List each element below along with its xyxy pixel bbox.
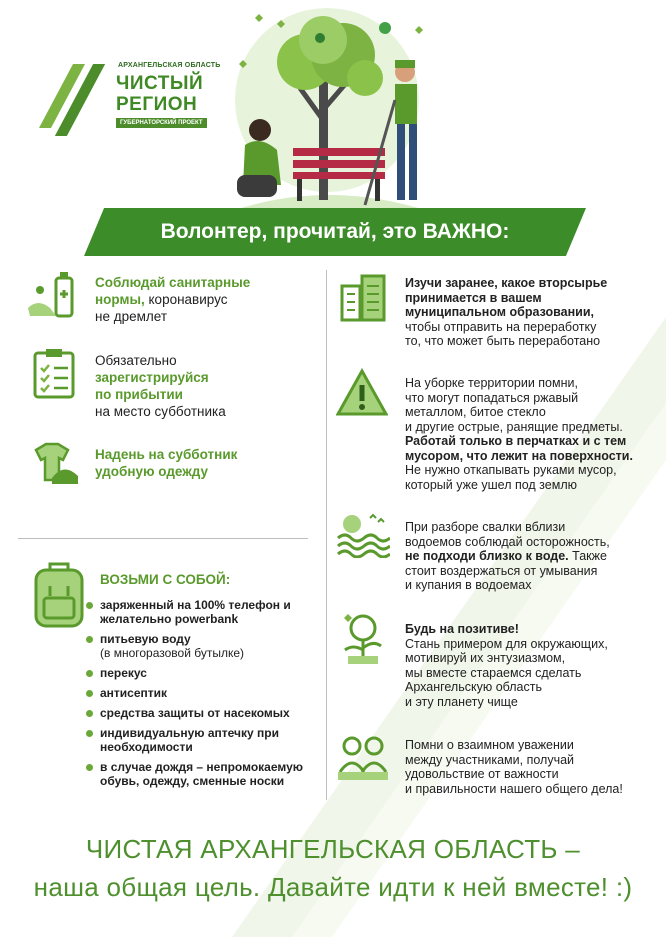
- water-text: стоит воздержаться от умывания: [405, 563, 598, 578]
- danger-bold: Работай только в перчатках и с тем: [405, 434, 627, 448]
- take-item-text: перекус: [100, 666, 147, 680]
- people-icon: [336, 732, 390, 782]
- recycle-text: чтобы отправить на переработку: [405, 319, 597, 334]
- recycle-bold: Изучи заранее, какое вторсырье: [405, 276, 608, 290]
- take-item: [86, 706, 336, 720]
- clothes-highlight: удобную одежду: [95, 464, 209, 479]
- clothes-icon: [28, 442, 84, 494]
- backpack-icon: [30, 558, 88, 632]
- take-item-text: средства защиты от насекомых: [100, 706, 290, 720]
- register-highlight: по прибытии: [95, 387, 183, 402]
- water-tip: [405, 520, 660, 593]
- danger-text: и другие острые, ранящие предметы.: [405, 419, 623, 434]
- respect-text: между участниками, получай: [405, 752, 575, 767]
- danger-text: металлом, битое стекло: [405, 405, 546, 419]
- plant-icon: [338, 612, 388, 666]
- warning-icon: [336, 368, 388, 418]
- sanitizer-icon: [26, 268, 80, 322]
- take-item-text: антисептик: [100, 686, 168, 700]
- respect-text: удовольствие от важности: [405, 767, 559, 781]
- water-text: Также: [568, 549, 607, 563]
- danger-text: На уборке территории помни,: [405, 376, 578, 390]
- important-banner: [84, 208, 586, 256]
- footer-line1: ЧИСТАЯ АРХАНГЕЛЬСКАЯ ОБЛАСТЬ –: [85, 834, 581, 864]
- clipboard-icon: [32, 348, 78, 400]
- positive-text: Стань примером для окружающих,: [405, 636, 608, 651]
- respect-tip: [405, 738, 660, 796]
- recycle-tip: [405, 276, 655, 349]
- register-text: на место субботника: [95, 404, 226, 419]
- danger-text: который уже ушел под землю: [405, 477, 577, 492]
- respect-text: Помни о взаимном уважении: [405, 738, 574, 752]
- clothes-highlight: Надень на субботник: [95, 447, 238, 462]
- positive-tip: [405, 622, 660, 709]
- banner-prefix: Волонтер, прочитай, это: [160, 220, 423, 243]
- water-text: При разборе свалки вблизи: [405, 520, 566, 534]
- positive-text: Архангельскую область: [405, 680, 542, 694]
- take-item-text: питьевую воду: [100, 632, 191, 646]
- hygiene-tip: [95, 274, 295, 325]
- recycle-bold: принимается в вашем: [405, 290, 542, 305]
- danger-tip: [405, 376, 660, 492]
- water-text: водоемов соблюдай осторожность,: [405, 534, 610, 549]
- take-title: ВОЗЬМИ С СОБОЙ:: [100, 572, 231, 587]
- take-item: [86, 666, 336, 680]
- take-item: [86, 726, 336, 754]
- take-item-text: индивидуальную аптечку при необходимости: [100, 726, 279, 754]
- danger-text: что могут попадаться ржавый: [405, 390, 579, 405]
- volunteers-illustration: [215, 0, 455, 215]
- danger-bold: мусором, что лежит на поверхности.: [405, 448, 633, 463]
- hygiene-highlight: Соблюдай санитарные нормы,: [95, 275, 251, 307]
- water-icon: [336, 510, 390, 558]
- recycle-text: то, что может быть переработано: [405, 334, 601, 348]
- positive-text: и эту планету чище: [405, 694, 518, 709]
- take-list: [86, 598, 336, 794]
- take-item-note: (в многоразовой бутылке): [100, 646, 245, 660]
- water-bold: не подходи близко к воде.: [405, 549, 569, 563]
- take-item: [86, 686, 336, 700]
- section-divider: [18, 538, 308, 539]
- take-item-text: заряженный на 100% телефон и желательно powerbank: [100, 598, 291, 626]
- positive-text: мы вместе стараемся сделать: [405, 665, 582, 680]
- banner-emphasis: ВАЖНО:: [422, 220, 510, 243]
- water-text: и купания в водоемах: [405, 578, 532, 592]
- take-item: [86, 598, 336, 626]
- register-text: Обязательно: [95, 353, 177, 368]
- buildings-icon: [338, 272, 390, 324]
- take-item-text: в случае дождя – непромокаемую обувь, одежду, сменные носки: [100, 760, 303, 788]
- logo-line1: ЧИСТЫЙ: [116, 73, 204, 94]
- register-highlight: зарегистрируйся: [95, 370, 209, 385]
- clothes-tip: [95, 446, 295, 480]
- danger-text: Не нужно откапывать руками мусор,: [405, 463, 617, 477]
- take-item: [86, 632, 336, 660]
- take-item: [86, 760, 336, 788]
- positive-text: мотивируй их энтузиазмом,: [405, 651, 566, 665]
- logo-line2: РЕГИОН: [116, 94, 198, 115]
- logo-region: АРХАНГЕЛЬСКАЯ ОБЛАСТЬ: [118, 62, 221, 69]
- positive-bold: Будь на позитиве!: [405, 622, 519, 636]
- footer-line2: наша общая цель. Давайте идти к ней вместе! :): [33, 872, 633, 902]
- register-tip: [95, 352, 295, 420]
- hygiene-text: не дремлет: [95, 309, 168, 324]
- recycle-bold: муниципальном образовании,: [405, 305, 595, 319]
- hygiene-text: коронавирус: [144, 292, 228, 307]
- logo-tag: ГУБЕРНАТОРСКИЙ ПРОЕКТ: [116, 118, 207, 128]
- respect-text: и правильности нашего общего дела!: [405, 781, 623, 796]
